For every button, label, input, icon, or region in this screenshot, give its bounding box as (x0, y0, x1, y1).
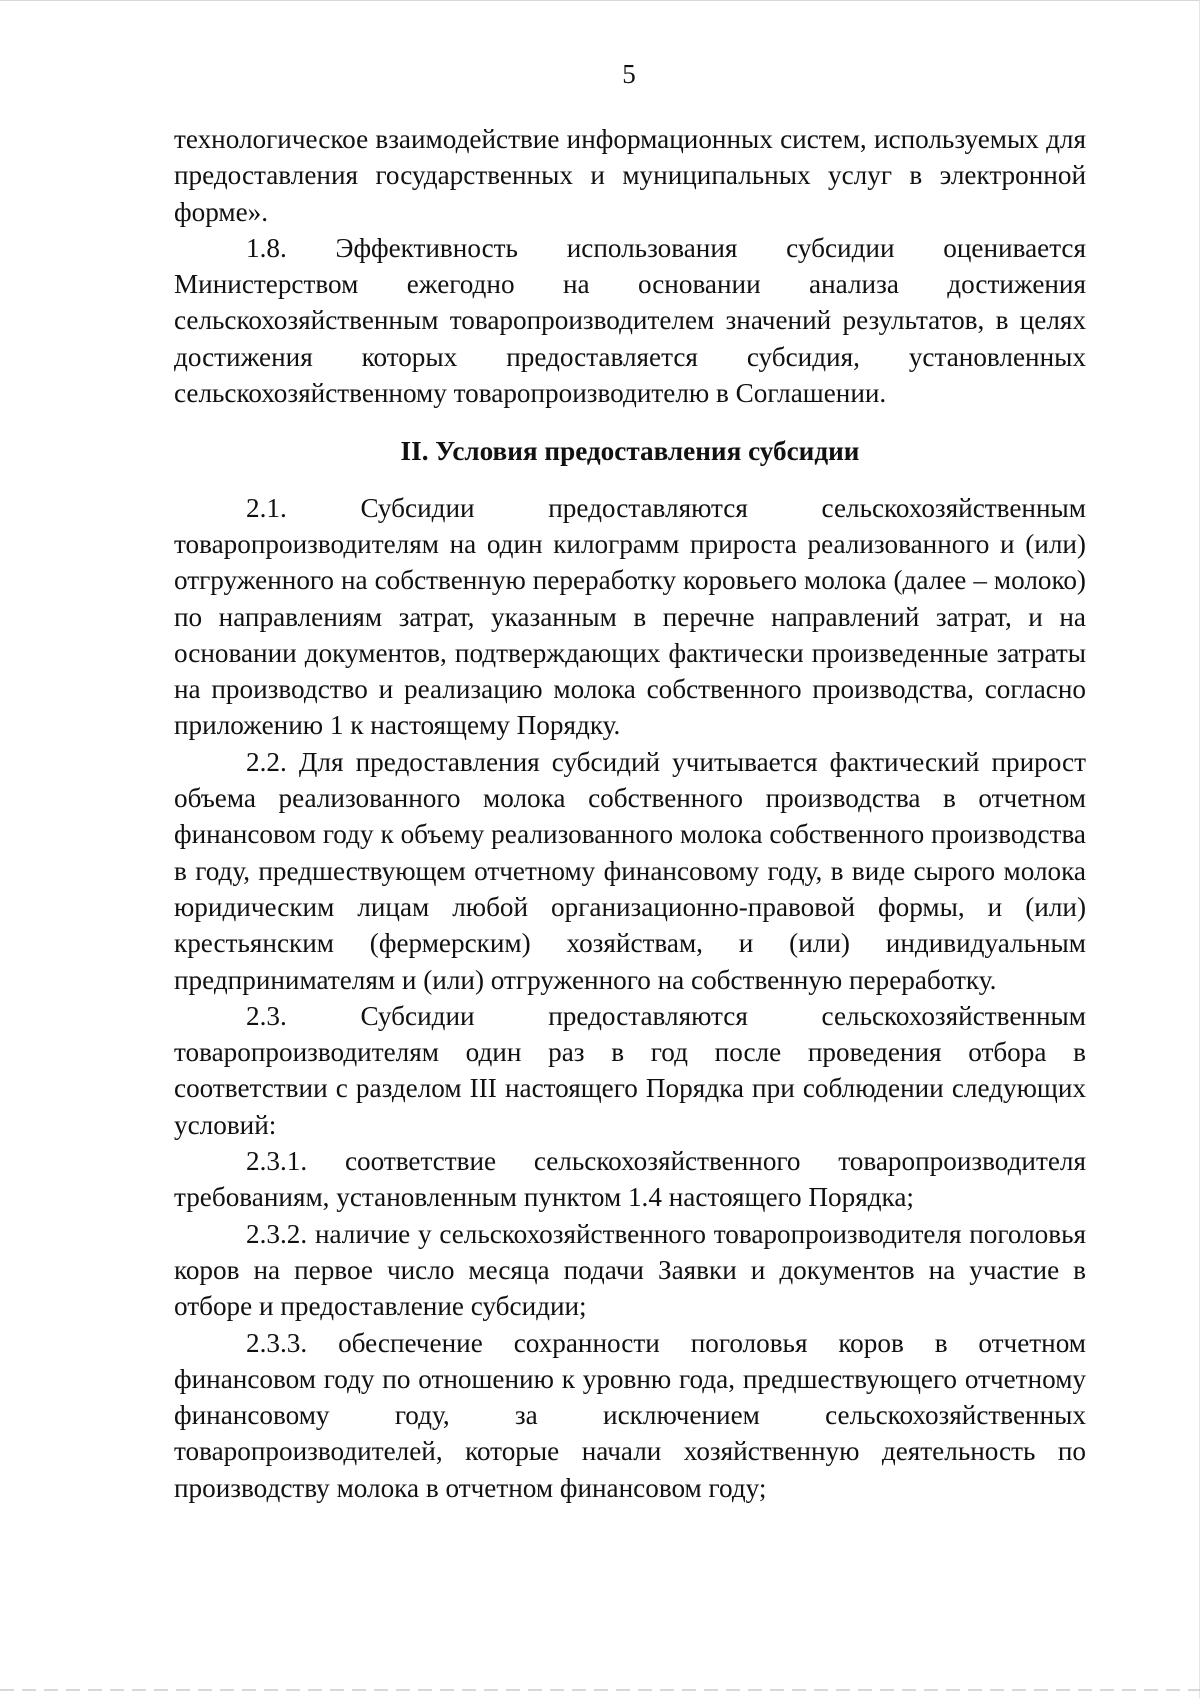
scan-edge-line (0, 1689, 1200, 1691)
section-heading: II. Условия предоставления субсидии (400, 436, 860, 467)
paragraph-2-3-3: 2.3.3. обеспечение сохранности поголовья коров в отчетном финансовом году по отношению к уровню года, предшествующего отчетному финансовому году, за исключением сельскохозяйственных товаропроизводителей, которые начали хозяйственную деятельность по производству молока в отчетном финансовом году; (174, 1327, 1086, 1503)
paragraph-2-1: 2.1. Субсидии предоставляются сельскохозяйственным товаропроизводителям на один килограмм прироста реализованного и (или) отгруженного на собственную переработку коровьего молока (далее – молоко) по направлениям затрат, указанным в перечне направлений затрат, и на основании документов, подтверждающих фактически произведенные затраты на производство и реализацию молока собственного производства, согласно приложению 1 к настоящему Порядку. (174, 492, 1086, 741)
page-number: 5 (622, 59, 636, 89)
paragraph-1-8: 1.8. Эффективность использования субсидии оценивается Министерством ежегодно на основании анализа достижения сельскохозяйственным товаропроизводителем значений результатов, в целях достижения которых предоставляется субсидия, установленных сельскохозяйственному товаропроизводителю в Соглашении. (174, 232, 1086, 409)
paragraph-2-3-1: 2.3.1. соответствие сельскохозяйственного товаропроизводителя требованиям, установленным пунктом 1.4 настоящего Порядка; (174, 1146, 1086, 1213)
document-body (174, 121, 1086, 1506)
paragraph-continuation: технологическое взаимодействие информационных систем, используемых для предоставления государственных и муниципальных услуг в электронной форме». (174, 124, 1086, 227)
paragraph-2-2: 2.2. Для предоставления субсидий учитывается фактический прирост объема реализованного молока собственного производства в отчетном финансовом году к объему реализованного молока собственного производства в году, предшествующем отчетному финансовому году, в виде сырого молока юридическим лицам любой организационно-правовой формы, и (или) крестьянским (фермерским) хозяйствам, и (или) индивидуальным предпринимателям и (или) отгруженного на собственную переработку. (174, 746, 1086, 995)
paragraph-2-3-2: 2.3.2. наличие у сельскохозяйственного товаропроизводителя поголовья коров на первое число месяца подачи Заявки и документов на участие в отборе и предоставление субсидии; (174, 1218, 1086, 1322)
paragraph-2-3: 2.3. Субсидии предоставляются сельскохозяйственным товаропроизводителям один раз в год после проведения отбора в соответствии с разделом III настоящего Порядка при соблюдении следующих условий: (174, 1000, 1086, 1140)
